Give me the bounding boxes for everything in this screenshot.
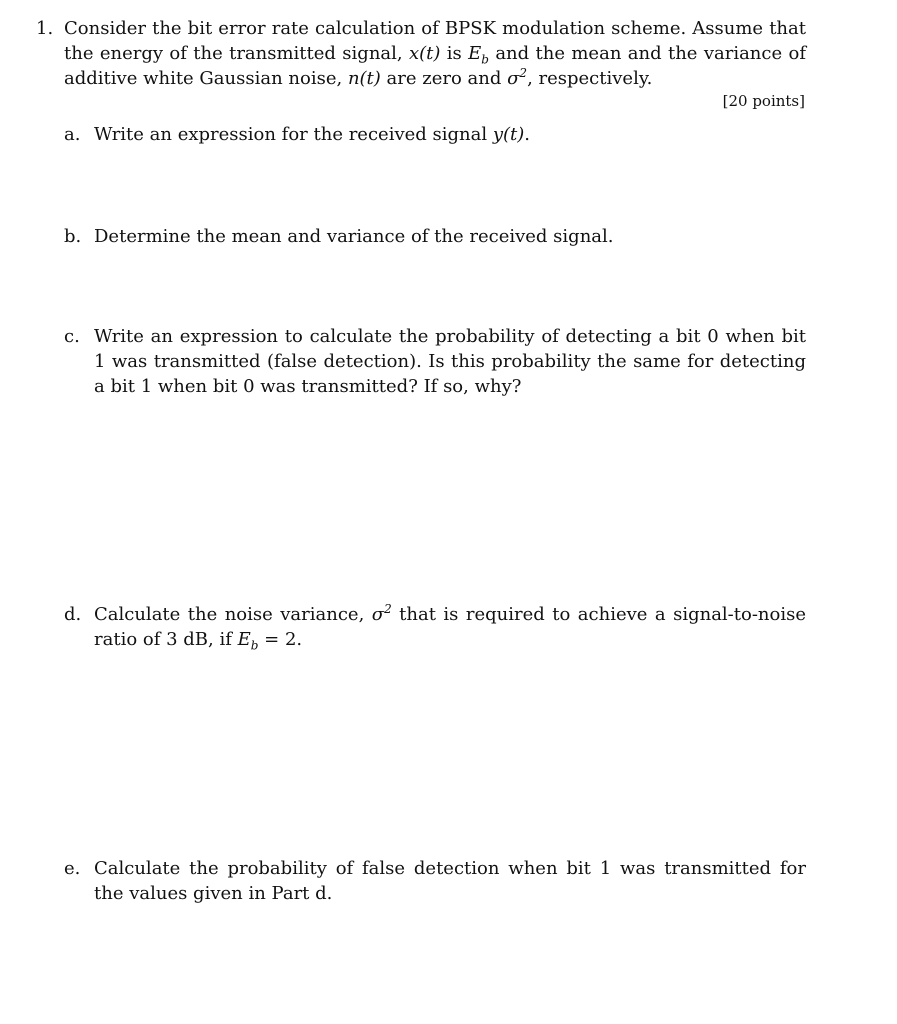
signal-y-t: y(t)	[492, 124, 525, 145]
intro-text-3: and the mean and the variance of additive white Gaussian noise,	[64, 43, 806, 89]
question-number: 1.	[36, 18, 54, 39]
part-letter: a.	[64, 124, 81, 145]
part-letter: d.	[64, 604, 82, 625]
signal-x-t: x(t)	[408, 43, 441, 64]
intro-text-4: are zero and	[380, 68, 508, 89]
part-d	[64, 602, 806, 652]
part-text: Write an expression for the received signal y(t).	[94, 124, 531, 145]
variance-symbol: $\sigma^2$	[371, 602, 392, 625]
question-intro	[64, 16, 806, 91]
part-c	[64, 324, 806, 399]
energy-symbol: $E_b$	[468, 43, 489, 67]
points-label: [20 points]	[722, 92, 805, 110]
energy-symbol: $E_b$	[237, 629, 259, 653]
part-a	[64, 122, 806, 147]
part-letter: b.	[64, 226, 82, 247]
variance-symbol: $\sigma^2$	[507, 66, 528, 89]
noise-n-t: n(t)	[347, 68, 381, 89]
part-text: Determine the mean and variance of the received signal.	[94, 226, 614, 247]
part-letter: e.	[64, 858, 81, 879]
part-text: Calculate the noise variance, $\sigma^2$ that is required to achieve a signal-to-noise ratio of 3 dB, if $E_b = 2$.	[94, 602, 806, 653]
part-text: Write an expression to calculate the probability of detecting a bit 0 when bit 1 was transmitted (false detection). Is this probability the same for detecting a bit 1 when bit 0 was transmitted? If so, why?	[94, 326, 806, 397]
intro-text-1: Consider the bit error rate calculation of BPSK modulation scheme. Assume that the energy of the transmitted signal,	[64, 18, 806, 64]
intro-text-2: is	[440, 43, 469, 64]
part-text: Calculate the probability of false detection when bit 1 was transmitted for the values given in Part d.	[94, 858, 806, 904]
part-letter: c.	[64, 326, 80, 347]
part-b	[64, 224, 806, 249]
intro-text-5: , respectively.	[527, 68, 653, 89]
part-e	[64, 856, 806, 906]
